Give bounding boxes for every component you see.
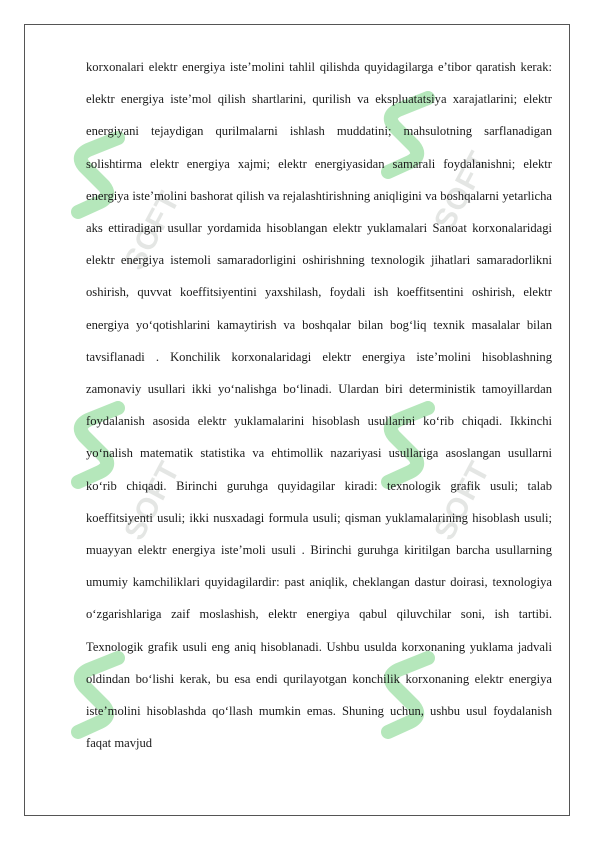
watermark-text: SOFT	[428, 455, 497, 546]
watermark-text: SOFT	[118, 185, 187, 276]
body-paragraph: korxonalari elektr energiya iste’molini tahlil qilishda quyidagilarga e’tibor qaratish kerak: elektr energiya iste’mol qilish shartlarini, qurilish va ekspluatatsiya xarajatlarini; elektr energiyani tejaydigan qurilmalarni ishlash muddatini; mahsulotning sarflanadigan solishtirma elektr energiya xajmi; elektr energiyasidan samarali foydalanishni; elektr energiya iste’molini bashorat qilish va rejalashtirishning aniqligini va boshqalarni yetarlicha aks ettiradigan usullar yordamida hisoblangan elektr yuklamalari Sanoat korxonalaridagi elektr energiya istemoli samaradorligini oshirishning texnologik jihatlari samaradorlikni oshirish, quvvat koeffitsiyentini yaxshilash, foydali ish koeffitsentini oshirish, elektr energiya yo‘qotishlarini kamaytirish va boshqalar bilan bog‘liq texnik masalalar bilan tavsiflanadi . Konchilik korxonalaridagi elektr energiya iste’molini hisoblashning zamonaviy usullari ikki yo‘nalishga bo‘linadi. Ulardan biri deterministik tamoyillardan foydalanish asosida elektr yuklamalarini hisoblash usullarini ko‘rib chiqadi. Ikkinchi yo‘nalish matematik statistika va ehtimollik nazariyasi usullariga asoslangan usullarni ko‘rib chiqadi. Birinchi guruhga quyidagilar kiradi: texnologik grafik usuli; talab koeffitsiyenti usuli; ikki nusxadagi formula usuli; qisman yuklamalarining hisoblash usuli; muayyan elektr energiya iste’moli usuli . Birinchi guruhga kiritilgan barcha usullarning umumiy kamchiliklari quyidagilardir: past aniqlik, cheklangan dastur doirasi, texnologiya o‘zgarishlariga zaif moslashish, elektr energiya qabul qiluvchilar soni, ish tartibi. Texnologik grafik usuli eng aniq hisoblanadi. Ushbu usulda korxonaning yuklama jadvali oldindan bo‘lishi kerak, bu esa endi qurilayotgan konchilik korxonaning elektr energiya iste’molini hisoblashda qo‘llash mumkin emas. Shuning uchun, ushbu usul foydalanish faqat mavjud	[86, 60, 552, 751]
watermark-text: SOFT	[428, 145, 497, 236]
watermark-text: SOFT	[118, 455, 187, 546]
